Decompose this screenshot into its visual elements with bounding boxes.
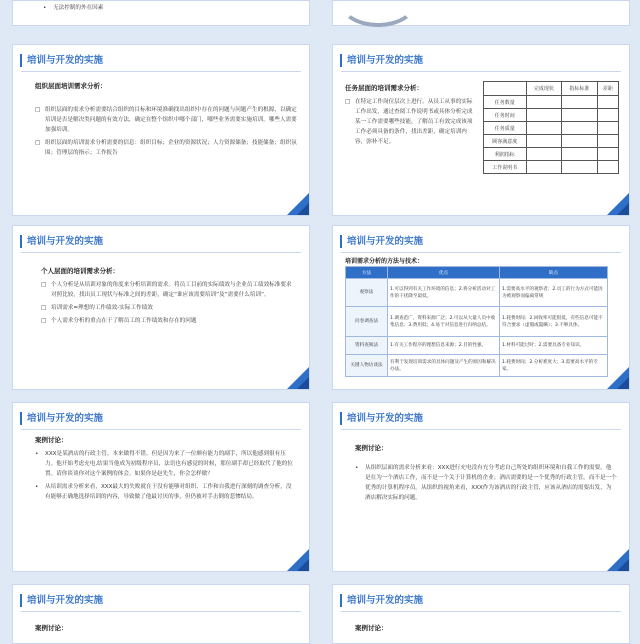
table-row-label: 任务数量	[484, 96, 527, 109]
slide-subtitle: 组织层面培训需求分析：	[35, 82, 107, 90]
table-row: 关键人物访谈法 有利于发现培训需求的具体问题及产生的原因和解决办法。 1.耗费时间；2.分析难度大；3.需要高水平的专家。	[346, 355, 608, 377]
slide-title: 培训与开发的实施	[347, 236, 424, 247]
square-bullet-icon: □	[35, 107, 41, 113]
slide-subtitle: 案例讨论：	[355, 624, 388, 632]
slide-case-3	[12, 584, 310, 644]
slide-case-2	[332, 402, 630, 572]
slide-title: 培训与开发的实施	[27, 595, 104, 606]
slide-title: 培训与开发的实施	[347, 595, 424, 606]
table-row-label: 利润指标	[484, 148, 527, 161]
slide-body	[345, 97, 477, 150]
slide-body	[355, 463, 617, 506]
title-accent-bar	[20, 235, 22, 248]
table-header: 方法	[346, 267, 388, 279]
list-item: • 从培训需求分析来看，XXX最大的失败就在于没有能够对组织、工作和自我进行深刻的调查分析，没有能够正确地选择培训的内容，导致做了他最讨厌的事，但仍被对手击倒的悲惨结局。	[35, 484, 292, 500]
slide-analysis-methods	[332, 225, 630, 390]
title-accent-bar	[20, 412, 22, 425]
corner-decoration-dark	[297, 203, 309, 215]
slide-top-left	[12, 0, 310, 26]
table-row-label: 顾客满意度	[484, 135, 527, 148]
title-accent-bar	[340, 54, 342, 67]
slide-title: 培训与开发的实施	[27, 413, 104, 424]
slide-subtitle: 案例讨论：	[35, 436, 68, 444]
slide-task-analysis	[332, 44, 630, 216]
title-accent-bar	[340, 235, 342, 248]
task-gap-table	[483, 81, 619, 174]
slide-individual-analysis	[12, 225, 310, 390]
table-row: 资料查阅法 1.有关工作程序的理想信息来源；2.目的性强。 1.材料可能过时；2.需要具备专业知识。	[346, 337, 608, 355]
corner-decoration-dark	[617, 377, 629, 389]
list-item: □ 培训需求=理想的工作绩效-实际工作绩效	[41, 305, 153, 311]
list-item: □ 个人分析是从培训对象的角度来分析培训的需求。将员工目前的实际绩效与企业员工绩效标准要求对照比较，找出员工现状与标准之间的差距，确定“谁应该需要培训”及“需要什么培训”。	[41, 282, 292, 298]
square-bullet-icon: □	[41, 305, 47, 311]
bullet-dot-icon: •	[355, 465, 359, 471]
title-divider	[21, 611, 301, 612]
table-header: 缺点	[500, 267, 608, 279]
table-row: 问卷调查法 1.调查范广，资料来源广泛；2.可以从大量人员中收集信息；3.费用低；4.易于对信息进行归纳总结。 1.耗费时间；2.回收率可能很低，有些信息可能不符合要求（虚假或隐瞒）；3.不够具体。	[346, 307, 608, 337]
title-divider	[21, 252, 301, 253]
square-bullet-icon: □	[41, 282, 47, 288]
square-bullet-icon: □	[41, 318, 47, 324]
slide-subtitle: 案例讨论：	[35, 624, 68, 632]
slide-body	[35, 449, 297, 505]
corner-decoration-dark	[617, 203, 629, 215]
table-header: 差距	[597, 82, 618, 96]
title-divider	[341, 429, 621, 430]
slide-top-right	[332, 0, 630, 26]
corner-decoration-dark	[617, 559, 629, 571]
table-header: 指标标准	[562, 82, 598, 96]
list-item: • 从组织层面的需求分析来看：XXX进行充电没有充分考虑自己所处的组织环境和自我工作的需要。他是在为一个酒店工作，而不是一个关于计算机的企业；酒店需要的是一个优秀的行政主管，而不是一个优秀的计算机程序员。从组织的视角来看，XXX作为该酒店的行政主管，应该从酒店的需要出发，为酒店解决实际的问题。	[355, 465, 617, 501]
square-bullet-icon: □	[345, 99, 351, 105]
title-divider	[21, 71, 301, 72]
top-left-text: 无法控制的外在因素	[53, 5, 104, 11]
slide-body	[41, 280, 295, 329]
slide-subtitle: 任务层面的培训需求分析：	[345, 84, 423, 92]
title-divider	[341, 252, 621, 253]
table-row-label: 任务时间	[484, 109, 527, 122]
slide-subtitle: 培训需求分析的方法与技术：	[345, 258, 424, 265]
title-accent-bar	[20, 54, 22, 67]
table-header: 优点	[388, 267, 500, 279]
slide-subtitle: 案例讨论：	[355, 444, 388, 452]
title-divider	[21, 429, 301, 430]
slide-title: 培训与开发的实施	[27, 55, 104, 66]
methods-table	[345, 266, 608, 377]
corner-decoration-dark	[297, 377, 309, 389]
square-bullet-icon: □	[35, 140, 41, 146]
slide-title: 培训与开发的实施	[347, 413, 424, 424]
bullet-dot-icon: •	[35, 484, 39, 490]
list-item: • XXX是某酒店的行政主管。本来做得不错。但是因为来了一位颇有能力的副手，所以他感到很有压力。他开始考虑充电,结果当他成为初级程序员，法语也有感觉的时候，那位副手却已经取代了他的位置。请你谈谈你对这个案例的体会。如果你是赵先生，你会怎样做？	[35, 451, 293, 477]
table-header	[484, 82, 527, 96]
bullet-dot-icon: •	[35, 451, 39, 457]
decorative-arc-icon	[339, 0, 417, 27]
slide-title: 培训与开发的实施	[27, 236, 104, 247]
list-item: □ 个人需求分析的重点在于了解员工的工作绩效和存在的问题	[41, 318, 197, 324]
corner-decoration-dark	[297, 559, 309, 571]
slide-body	[35, 105, 297, 161]
slide-title: 培训与开发的实施	[347, 55, 424, 66]
title-divider	[341, 611, 621, 612]
title-accent-bar	[340, 412, 342, 425]
slide-subtitle: 个人层面的培训需求分析：	[41, 267, 119, 275]
table-row-label: 工作说明书	[484, 161, 527, 174]
slide-case-1	[12, 402, 310, 572]
list-item: □ 组织层面的需求分析需要结合组织的目标和环境准确找出组织中存在的问题与问题产生的根源，以确定培训是否是解决类问题的有效方法，确定在整个组织中哪个部门，哪些业务需要实施培训，哪些人需要加强培训。	[35, 107, 297, 133]
title-accent-bar	[340, 594, 342, 607]
list-item: □ 在特定工作岗位层次上进行。从员工从事的实际工作出发，通过查阅工作说明书或具体分析完成某一工作需要哪些技能，了解员工有效完成该项工作必须具备的条件，找出差距，确定培训内容，弥补不足。	[345, 99, 473, 145]
table-row: 观察法 1.可以得到有关工作环境的信息；2.将分析活动对工作的干扰降至最低。 1.需要高水平的观察者；2.员工的行为方式可能因为被观察而偏离常规	[346, 279, 608, 307]
top-left-bullet: •	[43, 5, 47, 11]
table-header: 完成现状	[526, 82, 562, 96]
title-divider	[341, 71, 621, 72]
title-accent-bar	[20, 594, 22, 607]
slide-case-4	[332, 584, 630, 644]
table-row-label: 任务质量	[484, 122, 527, 135]
list-item: □ 组织层面的培训需求分析需要的信息：组织目标；企业的资源状况；人力资源储备；技能储备；组织氛围；管理层的指示；工作报告	[35, 140, 297, 156]
slide-org-analysis	[12, 44, 310, 216]
